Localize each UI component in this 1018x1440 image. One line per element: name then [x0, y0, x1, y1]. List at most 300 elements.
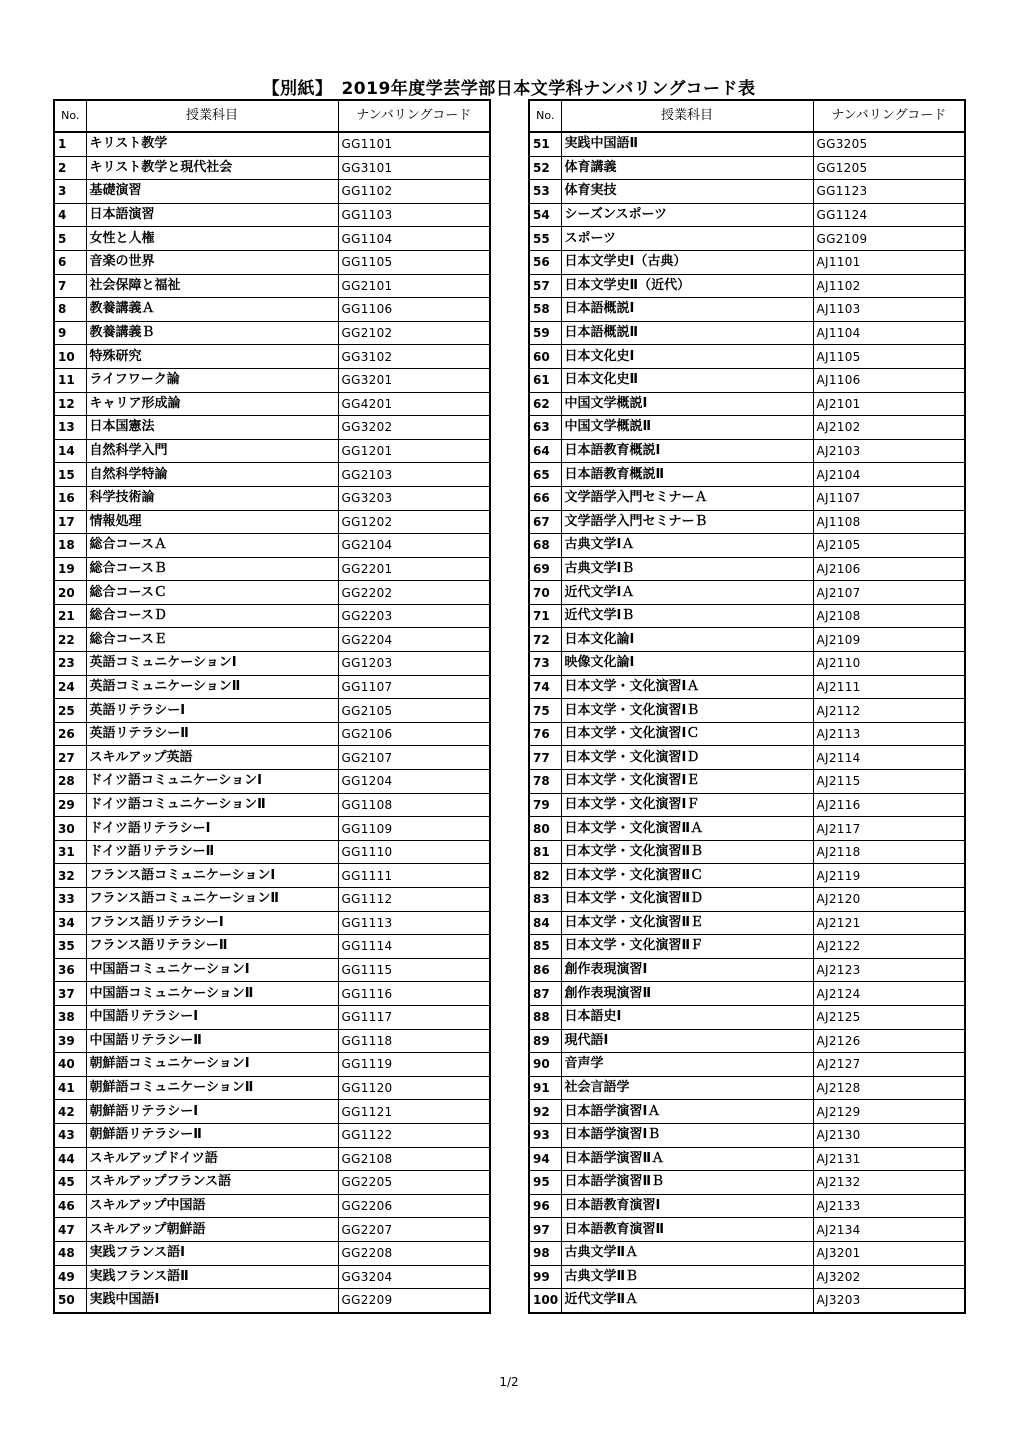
- course-name: 近代文学ⅠＡ: [561, 581, 813, 605]
- header-code: ナンバリングコード: [338, 100, 490, 132]
- course-name: 総合コースＢ: [86, 557, 338, 581]
- row-number: 96: [529, 1194, 561, 1218]
- numbering-code: AJ2101: [813, 392, 965, 416]
- course-name: 教養講義Ｂ: [86, 321, 338, 345]
- table-row: [54, 628, 490, 652]
- table-row: [54, 1218, 490, 1242]
- numbering-code: AJ2107: [813, 581, 965, 605]
- course-name: 文学語学入門セミナーＢ: [561, 510, 813, 534]
- course-name: 日本文学・文化演習ⅡＢ: [561, 840, 813, 864]
- row-number: 91: [529, 1076, 561, 1100]
- numbering-code: GG2208: [338, 1241, 490, 1265]
- row-number: 98: [529, 1241, 561, 1265]
- table-row: [54, 250, 490, 274]
- table-row: [54, 1053, 490, 1077]
- table-row: [529, 1029, 965, 1053]
- numbering-code: GG2107: [338, 746, 490, 770]
- table-row: [54, 581, 490, 605]
- numbering-code: GG2104: [338, 534, 490, 558]
- numbering-code: GG1205: [813, 156, 965, 180]
- course-name: 朝鮮語コミュニケーションⅡ: [86, 1076, 338, 1100]
- course-name: 日本文学・文化演習ⅡＣ: [561, 864, 813, 888]
- numbering-code: AJ2119: [813, 864, 965, 888]
- table-header-row: [54, 100, 490, 132]
- course-name: 英語コミュニケーションⅡ: [86, 675, 338, 699]
- course-name: 女性と人権: [86, 227, 338, 251]
- row-number: 13: [54, 416, 86, 440]
- row-number: 20: [54, 581, 86, 605]
- row-number: 37: [54, 982, 86, 1006]
- row-number: 87: [529, 982, 561, 1006]
- table-row: [529, 652, 965, 676]
- row-number: 67: [529, 510, 561, 534]
- row-number: 18: [54, 534, 86, 558]
- course-name: 音楽の世界: [86, 250, 338, 274]
- course-name: シーズンスポーツ: [561, 203, 813, 227]
- numbering-code: GG3205: [813, 132, 965, 156]
- table-row: [54, 604, 490, 628]
- course-name: 日本文学・文化演習ⅡＡ: [561, 817, 813, 841]
- numbering-code: AJ2102: [813, 416, 965, 440]
- table-row: [54, 982, 490, 1006]
- numbering-code: GG2209: [338, 1289, 490, 1313]
- table-row: [529, 298, 965, 322]
- table-row: [529, 770, 965, 794]
- course-name: 総合コースＤ: [86, 604, 338, 628]
- course-name: スキルアップ朝鮮語: [86, 1218, 338, 1242]
- row-number: 22: [54, 628, 86, 652]
- row-number: 92: [529, 1100, 561, 1124]
- course-name: キャリア形成論: [86, 392, 338, 416]
- row-number: 99: [529, 1265, 561, 1289]
- row-number: 73: [529, 652, 561, 676]
- course-name: 中国文学概説Ⅰ: [561, 392, 813, 416]
- table-row: [529, 557, 965, 581]
- numbering-code: AJ2132: [813, 1171, 965, 1195]
- course-name: 日本文学史Ⅱ（近代）: [561, 274, 813, 298]
- row-number: 17: [54, 510, 86, 534]
- numbering-code: GG2108: [338, 1147, 490, 1171]
- numbering-code: GG1112: [338, 888, 490, 912]
- table-row: [529, 958, 965, 982]
- course-name: 古典文学ⅠＡ: [561, 534, 813, 558]
- row-number: 71: [529, 604, 561, 628]
- numbering-code: AJ2127: [813, 1053, 965, 1077]
- row-number: 32: [54, 864, 86, 888]
- course-name: 日本語教育概説Ⅰ: [561, 439, 813, 463]
- table-row: [54, 1289, 490, 1313]
- course-name: 日本語概説Ⅰ: [561, 298, 813, 322]
- course-name: 日本語教育演習Ⅱ: [561, 1218, 813, 1242]
- table-row: [529, 416, 965, 440]
- row-number: 86: [529, 958, 561, 982]
- numbering-code: GG1103: [338, 203, 490, 227]
- row-number: 62: [529, 392, 561, 416]
- table-row: [529, 1147, 965, 1171]
- course-name: ドイツ語リテラシーⅡ: [86, 840, 338, 864]
- row-number: 12: [54, 392, 86, 416]
- table-row: [54, 1241, 490, 1265]
- numbering-code: GG2206: [338, 1194, 490, 1218]
- table-row: [529, 227, 965, 251]
- table-row: [54, 1100, 490, 1124]
- row-number: 6: [54, 250, 86, 274]
- table-row: [529, 250, 965, 274]
- row-number: 43: [54, 1123, 86, 1147]
- course-name: 日本文学史Ⅰ（古典）: [561, 250, 813, 274]
- row-number: 5: [54, 227, 86, 251]
- row-number: 70: [529, 581, 561, 605]
- numbering-code: GG1114: [338, 935, 490, 959]
- row-number: 14: [54, 439, 86, 463]
- numbering-code: GG3204: [338, 1265, 490, 1289]
- row-number: 79: [529, 793, 561, 817]
- course-name: 実践中国語Ⅰ: [86, 1289, 338, 1313]
- header-subject: 授業科目: [561, 100, 813, 132]
- numbering-code: AJ2121: [813, 911, 965, 935]
- row-number: 33: [54, 888, 86, 912]
- row-number: 16: [54, 486, 86, 510]
- table-row: [529, 1241, 965, 1265]
- row-number: 68: [529, 534, 561, 558]
- table-row: [529, 699, 965, 723]
- numbering-code: AJ2117: [813, 817, 965, 841]
- course-name: キリスト教学と現代社会: [86, 156, 338, 180]
- row-number: 4: [54, 203, 86, 227]
- page-number: 1/2: [499, 1375, 519, 1389]
- course-name: 体育講義: [561, 156, 813, 180]
- row-number: 48: [54, 1241, 86, 1265]
- numbering-table-right: [528, 99, 966, 1314]
- numbering-code: AJ2126: [813, 1029, 965, 1053]
- row-number: 34: [54, 911, 86, 935]
- table-row: [529, 675, 965, 699]
- table-row: [54, 132, 490, 156]
- table-row: [529, 1123, 965, 1147]
- course-name: 実践中国語Ⅱ: [561, 132, 813, 156]
- row-number: 19: [54, 557, 86, 581]
- table-row: [54, 1194, 490, 1218]
- table-row: [54, 227, 490, 251]
- course-name: ドイツ語コミュニケーションⅠ: [86, 770, 338, 794]
- course-name: 自然科学入門: [86, 439, 338, 463]
- numbering-code: AJ2106: [813, 557, 965, 581]
- course-name: 音声学: [561, 1053, 813, 1077]
- row-number: 30: [54, 817, 86, 841]
- numbering-code: AJ2131: [813, 1147, 965, 1171]
- table-row: [54, 345, 490, 369]
- row-number: 77: [529, 746, 561, 770]
- numbering-code: GG1121: [338, 1100, 490, 1124]
- numbering-code: AJ2125: [813, 1005, 965, 1029]
- table-row: [54, 510, 490, 534]
- course-name: 特殊研究: [86, 345, 338, 369]
- table-body-left: [54, 132, 490, 1313]
- table-row: [54, 817, 490, 841]
- table-row: [54, 180, 490, 204]
- row-number: 63: [529, 416, 561, 440]
- table-row: [529, 1076, 965, 1100]
- numbering-code: GG1105: [338, 250, 490, 274]
- numbering-code: GG4201: [338, 392, 490, 416]
- table-row: [54, 699, 490, 723]
- numbering-code: GG1202: [338, 510, 490, 534]
- table-row: [54, 864, 490, 888]
- numbering-code: GG1104: [338, 227, 490, 251]
- row-number: 85: [529, 935, 561, 959]
- course-name: フランス語コミュニケーションⅠ: [86, 864, 338, 888]
- table-row: [54, 416, 490, 440]
- course-name: 中国語コミュニケーションⅡ: [86, 982, 338, 1006]
- row-number: 53: [529, 180, 561, 204]
- numbering-code: GG1204: [338, 770, 490, 794]
- numbering-code: GG2201: [338, 557, 490, 581]
- table-row: [529, 345, 965, 369]
- row-number: 50: [54, 1289, 86, 1313]
- row-number: 3: [54, 180, 86, 204]
- table-row: [54, 534, 490, 558]
- course-name: 日本文学・文化演習ⅠＢ: [561, 699, 813, 723]
- numbering-code: GG2109: [813, 227, 965, 251]
- numbering-code: AJ2120: [813, 888, 965, 912]
- numbering-code: AJ2128: [813, 1076, 965, 1100]
- row-number: 78: [529, 770, 561, 794]
- course-name: 情報処理: [86, 510, 338, 534]
- numbering-code: AJ1108: [813, 510, 965, 534]
- table-row: [529, 1171, 965, 1195]
- course-name: 英語リテラシーⅠ: [86, 699, 338, 723]
- course-name: 日本文学・文化演習ⅡＦ: [561, 935, 813, 959]
- course-name: ドイツ語コミュニケーションⅡ: [86, 793, 338, 817]
- table-row: [54, 463, 490, 487]
- course-name: スキルアップ英語: [86, 746, 338, 770]
- row-number: 40: [54, 1053, 86, 1077]
- table-row: [54, 722, 490, 746]
- row-number: 97: [529, 1218, 561, 1242]
- row-number: 83: [529, 888, 561, 912]
- row-number: 42: [54, 1100, 86, 1124]
- course-name: 古典文学ⅡＢ: [561, 1265, 813, 1289]
- course-name: 日本語学演習ⅡＢ: [561, 1171, 813, 1195]
- numbering-code: GG1123: [813, 180, 965, 204]
- course-name: 日本語教育演習Ⅰ: [561, 1194, 813, 1218]
- course-name: 英語コミュニケーションⅠ: [86, 652, 338, 676]
- row-number: 1: [54, 132, 86, 156]
- table-row: [529, 840, 965, 864]
- course-name: 教養講義Ａ: [86, 298, 338, 322]
- numbering-code: AJ2105: [813, 534, 965, 558]
- numbering-code: GG3203: [338, 486, 490, 510]
- numbering-code: AJ2111: [813, 675, 965, 699]
- numbering-code: AJ2130: [813, 1123, 965, 1147]
- course-name: 社会言語学: [561, 1076, 813, 1100]
- course-name: 日本文学・文化演習ⅠＤ: [561, 746, 813, 770]
- row-number: 41: [54, 1076, 86, 1100]
- course-name: 日本国憲法: [86, 416, 338, 440]
- row-number: 23: [54, 652, 86, 676]
- numbering-code: GG1116: [338, 982, 490, 1006]
- course-name: ライフワーク論: [86, 368, 338, 392]
- row-number: 74: [529, 675, 561, 699]
- row-number: 55: [529, 227, 561, 251]
- row-number: 84: [529, 911, 561, 935]
- table-row: [529, 203, 965, 227]
- row-number: 2: [54, 156, 86, 180]
- row-number: 56: [529, 250, 561, 274]
- course-name: 創作表現演習Ⅰ: [561, 958, 813, 982]
- table-row: [529, 1100, 965, 1124]
- table-row: [529, 722, 965, 746]
- course-name: 中国語リテラシーⅠ: [86, 1005, 338, 1029]
- row-number: 88: [529, 1005, 561, 1029]
- table-row: [529, 1218, 965, 1242]
- numbering-code: GG2207: [338, 1218, 490, 1242]
- course-name: 日本語史Ⅰ: [561, 1005, 813, 1029]
- course-name: 創作表現演習Ⅱ: [561, 982, 813, 1006]
- course-name: スキルアップドイツ語: [86, 1147, 338, 1171]
- course-name: スキルアップフランス語: [86, 1171, 338, 1195]
- table-row: [54, 368, 490, 392]
- table-row: [54, 770, 490, 794]
- table-row: [54, 746, 490, 770]
- table-row: [54, 298, 490, 322]
- table-row: [54, 156, 490, 180]
- course-name: 日本文学・文化演習ⅠＥ: [561, 770, 813, 794]
- numbering-code: AJ2104: [813, 463, 965, 487]
- course-name: 総合コースＣ: [86, 581, 338, 605]
- row-number: 8: [54, 298, 86, 322]
- row-number: 64: [529, 439, 561, 463]
- table-row: [54, 1265, 490, 1289]
- course-name: フランス語リテラシーⅡ: [86, 935, 338, 959]
- row-number: 75: [529, 699, 561, 723]
- row-number: 65: [529, 463, 561, 487]
- course-name: 社会保障と福祉: [86, 274, 338, 298]
- numbering-code: AJ3202: [813, 1265, 965, 1289]
- course-name: 日本文学・文化演習ⅠＣ: [561, 722, 813, 746]
- table-header-row: [529, 100, 965, 132]
- numbering-code: AJ3203: [813, 1289, 965, 1313]
- row-number: 47: [54, 1218, 86, 1242]
- table-row: [529, 1289, 965, 1313]
- row-number: 29: [54, 793, 86, 817]
- row-number: 61: [529, 368, 561, 392]
- course-name: 古典文学ⅡＡ: [561, 1241, 813, 1265]
- table-row: [529, 604, 965, 628]
- numbering-code: AJ2108: [813, 604, 965, 628]
- table-row: [529, 793, 965, 817]
- course-name: 日本語演習: [86, 203, 338, 227]
- table-row: [54, 911, 490, 935]
- course-name: 朝鮮語コミュニケーションⅠ: [86, 1053, 338, 1077]
- course-name: 日本文学・文化演習ⅠＡ: [561, 675, 813, 699]
- course-name: 日本語学演習ⅠＡ: [561, 1100, 813, 1124]
- table-row: [529, 581, 965, 605]
- course-name: スポーツ: [561, 227, 813, 251]
- row-number: 11: [54, 368, 86, 392]
- row-number: 9: [54, 321, 86, 345]
- table-row: [529, 1265, 965, 1289]
- numbering-code: AJ3201: [813, 1241, 965, 1265]
- table-row: [529, 510, 965, 534]
- row-number: 81: [529, 840, 561, 864]
- numbering-code: GG2205: [338, 1171, 490, 1195]
- table-row: [529, 463, 965, 487]
- course-name: スキルアップ中国語: [86, 1194, 338, 1218]
- course-name: 日本文学・文化演習ⅡＤ: [561, 888, 813, 912]
- row-number: 26: [54, 722, 86, 746]
- row-number: 49: [54, 1265, 86, 1289]
- row-number: 44: [54, 1147, 86, 1171]
- row-number: 66: [529, 486, 561, 510]
- course-name: 英語リテラシーⅡ: [86, 722, 338, 746]
- table-row: [54, 1005, 490, 1029]
- numbering-code: AJ1101: [813, 250, 965, 274]
- course-name: ドイツ語リテラシーⅠ: [86, 817, 338, 841]
- numbering-code: GG1118: [338, 1029, 490, 1053]
- course-name: 日本語概説Ⅱ: [561, 321, 813, 345]
- numbering-code: GG3201: [338, 368, 490, 392]
- header-no: No.: [529, 100, 561, 132]
- course-name: 総合コースＡ: [86, 534, 338, 558]
- numbering-code: GG1115: [338, 958, 490, 982]
- row-number: 51: [529, 132, 561, 156]
- row-number: 31: [54, 840, 86, 864]
- row-number: 7: [54, 274, 86, 298]
- numbering-code: GG1108: [338, 793, 490, 817]
- table-row: [529, 439, 965, 463]
- table-row: [54, 203, 490, 227]
- row-number: 95: [529, 1171, 561, 1195]
- course-name: 日本語学演習ⅡＡ: [561, 1147, 813, 1171]
- numbering-code: GG1102: [338, 180, 490, 204]
- numbering-code: GG1120: [338, 1076, 490, 1100]
- numbering-code: AJ2122: [813, 935, 965, 959]
- row-number: 76: [529, 722, 561, 746]
- table-row: [54, 652, 490, 676]
- numbering-code: AJ1102: [813, 274, 965, 298]
- row-number: 69: [529, 557, 561, 581]
- row-number: 93: [529, 1123, 561, 1147]
- numbering-code: AJ2113: [813, 722, 965, 746]
- numbering-code: GG1203: [338, 652, 490, 676]
- row-number: 94: [529, 1147, 561, 1171]
- numbering-code: AJ2114: [813, 746, 965, 770]
- table-row: [529, 888, 965, 912]
- course-name: 日本文化論Ⅰ: [561, 628, 813, 652]
- table-row: [54, 935, 490, 959]
- numbering-code: AJ1105: [813, 345, 965, 369]
- table-row: [529, 982, 965, 1006]
- numbering-code: AJ2112: [813, 699, 965, 723]
- course-name: 中国語コミュニケーションⅠ: [86, 958, 338, 982]
- table-row: [54, 1076, 490, 1100]
- course-name: フランス語リテラシーⅠ: [86, 911, 338, 935]
- table-row: [529, 534, 965, 558]
- numbering-code: GG2204: [338, 628, 490, 652]
- table-row: [529, 392, 965, 416]
- table-row: [529, 368, 965, 392]
- page-title: 【別紙】 2019年度学芸学部日本文学科ナンバリングコード表: [262, 79, 756, 99]
- course-name: フランス語コミュニケーションⅡ: [86, 888, 338, 912]
- numbering-code: GG1113: [338, 911, 490, 935]
- numbering-code: GG1109: [338, 817, 490, 841]
- table-row: [54, 793, 490, 817]
- numbering-code: AJ2124: [813, 982, 965, 1006]
- header-no: No.: [54, 100, 86, 132]
- table-row: [54, 1147, 490, 1171]
- course-name: 実践フランス語Ⅰ: [86, 1241, 338, 1265]
